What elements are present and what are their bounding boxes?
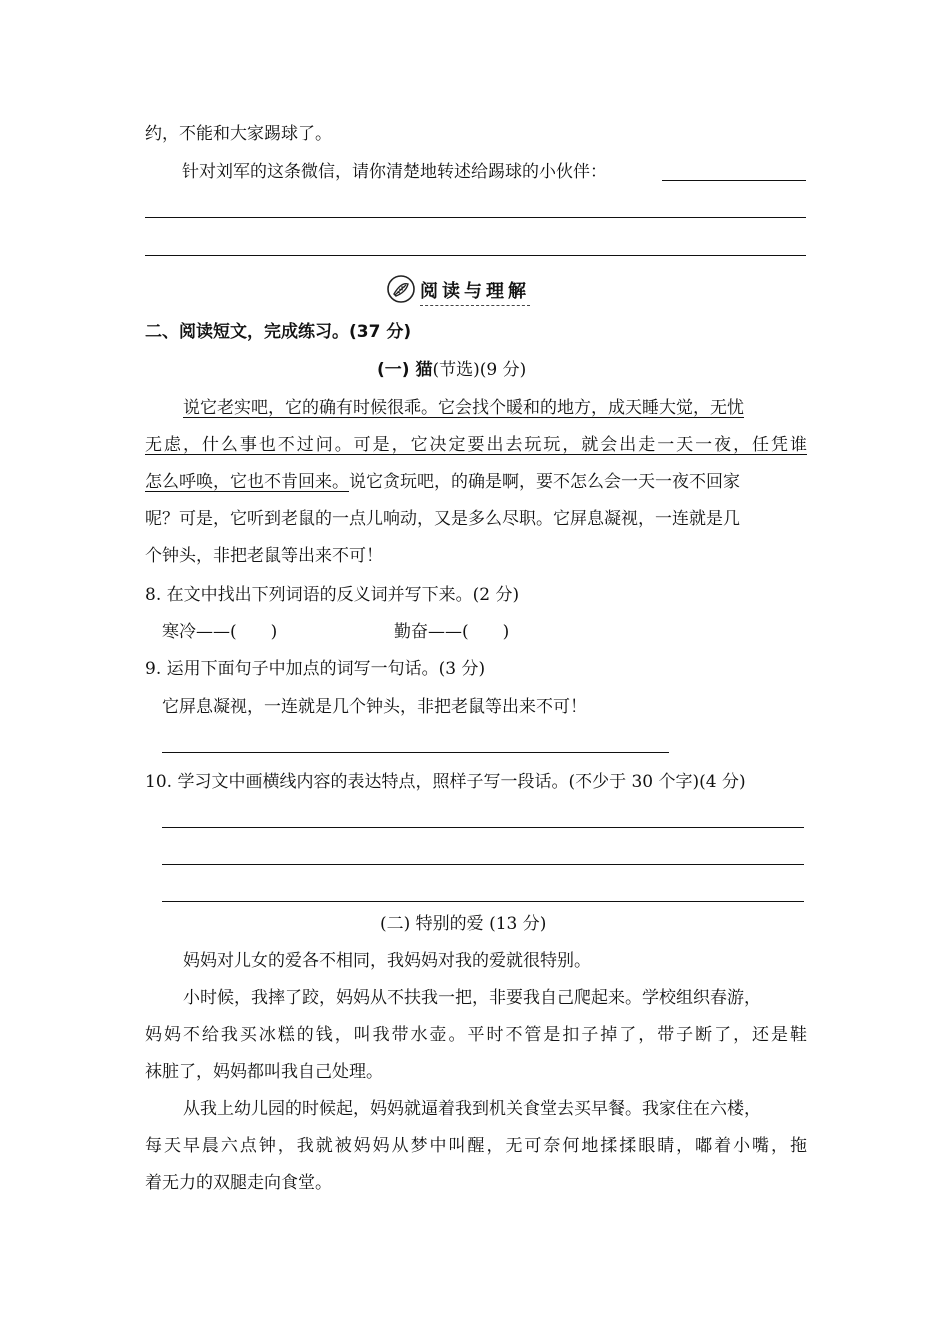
relay-prompt: 针对刘军的这条微信，请你清楚地转述给踢球的小伙伴：	[182, 162, 607, 182]
prev-text-line: 约，不能和大家踢球了。	[145, 124, 332, 144]
q9-sentence: 它屏息凝视，一连就是几个钟头，非把老鼠等出来不可！	[162, 697, 587, 717]
paragraph: 妈妈对儿女的爱各不相同，我妈妈对我的爱就很特别。	[183, 951, 591, 971]
paragraph-line: 着无力的双腿走向食堂。	[145, 1173, 332, 1193]
question-10: 10. 学习文中画横线内容的表达特点，照样子写一段话。(不少于 30 个字)(4 分)	[145, 772, 746, 792]
question-9: 9. 运用下面句子中加点的词写一句话。(3 分)	[145, 659, 486, 679]
passage-text: 个钟头，非把老鼠等出来不可！	[145, 546, 383, 566]
paragraph-line: 妈妈不给我买冰糕的钱，叫我带水壶。平时不管是扣子掉了，带子断了，还是鞋	[145, 1025, 807, 1045]
answer-line[interactable]	[162, 901, 804, 902]
q8-answer-b[interactable]: 勤奋——( )	[394, 622, 510, 642]
section-heading: 二、阅读短文，完成练习。(37 分)	[145, 322, 412, 342]
passage-title	[377, 360, 526, 380]
passage-text: 说它贪玩吧，的确是啊，要不怎么会一天一夜不回家	[349, 472, 740, 492]
paragraph-line: 袜脏了，妈妈都叫我自己处理。	[145, 1062, 383, 1082]
passage-text: 呢？可是，它听到老鼠的一点儿响动，又是多么尽职。它屏息凝视，一连就是几	[145, 509, 740, 529]
answer-line[interactable]	[162, 864, 804, 865]
paragraph-line: 每天早晨六点钟，我就被妈妈从梦中叫醒，无可奈何地揉揉眼睛，嘟着小嘴，拖	[145, 1136, 807, 1156]
answer-line[interactable]	[162, 752, 669, 753]
question-8: 8. 在文中找出下列词语的反义词并写下来。(2 分)	[145, 585, 520, 605]
banner-title: 阅读与理解	[420, 277, 530, 306]
paragraph-line: 从我上幼儿园的时候起，妈妈就逼着我到机关食堂去买早餐。我家住在六楼，	[183, 1099, 761, 1119]
answer-line[interactable]	[145, 217, 806, 218]
paragraph-line: 小时候，我摔了跤，妈妈从不扶我一把，非要我自己爬起来。学校组织春游，	[183, 988, 761, 1008]
underlined-text: 怎么呼唤，它也不肯回来。	[145, 472, 349, 492]
passage-title-main: (一) 猫	[377, 360, 433, 380]
answer-line[interactable]	[662, 180, 806, 181]
passage-title-note: (节选)(9 分)	[432, 360, 527, 380]
book-leaf-icon	[386, 274, 416, 308]
passage-2-title: (二) 特别的爱 (13 分)	[380, 914, 547, 934]
section-banner	[386, 274, 530, 308]
answer-line[interactable]	[145, 255, 806, 256]
answer-line[interactable]	[162, 827, 804, 828]
underlined-text: 说它老实吧，它的确有时候很乖。它会找个暖和的地方，成天睡大觉，无忧	[183, 398, 744, 418]
underlined-text: 无虑，什么事也不过问。可是，它决定要出去玩玩，就会出走一天一夜，任凭谁	[145, 435, 807, 455]
q8-answer-a[interactable]: 寒冷——( )	[162, 622, 278, 642]
